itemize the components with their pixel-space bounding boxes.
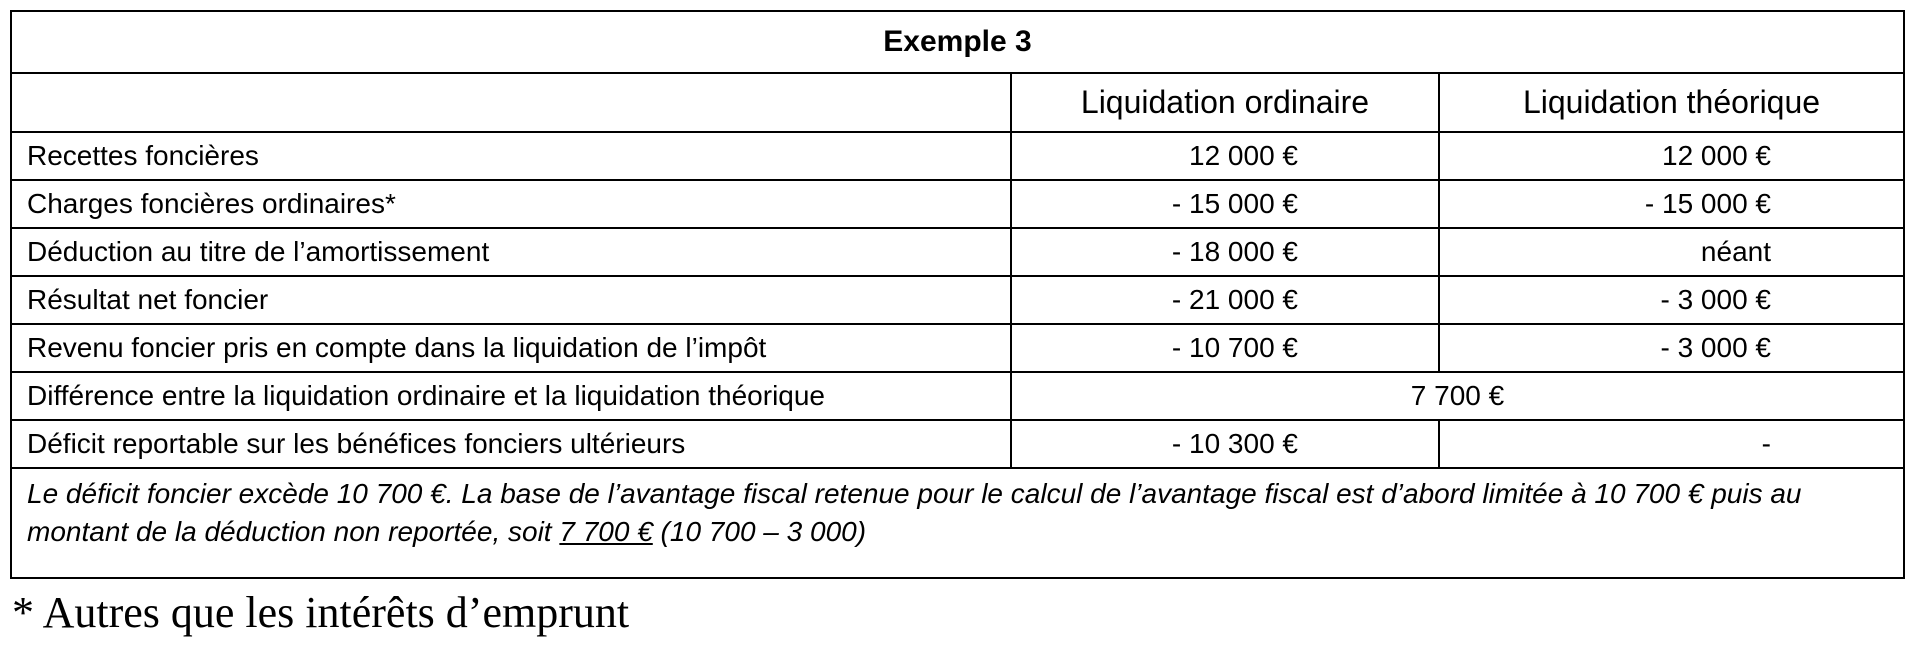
deficit-label: Déficit reportable sur les bénéfices fonciers ultérieurs: [11, 420, 1011, 468]
theoretical-column-header: Liquidation théorique: [1439, 73, 1904, 132]
note-row: [11, 468, 1904, 578]
theoretical-value: - 15 000 €: [1439, 180, 1904, 228]
title-row: [11, 11, 1904, 73]
difference-row: [11, 372, 1904, 420]
theoretical-value: - 3 000 €: [1439, 276, 1904, 324]
example-table: [10, 10, 1905, 579]
theoretical-value: 12 000 €: [1439, 132, 1904, 180]
table-row: [11, 132, 1904, 180]
note-text-before: Le déficit foncier excède 10 700 €. La base de l’avantage fiscal retenue pour le calcul de l’avantage fiscal est d’abord limitée à 10 700 € puis au montant de la déduction non reportée, soit: [27, 478, 1802, 547]
footnote: * Autres que les intérêts d’emprunt: [12, 588, 630, 637]
ordinary-value: - 21 000 €: [1011, 276, 1439, 324]
table-row: [11, 180, 1904, 228]
difference-value: 7 700 €: [1011, 372, 1904, 420]
ordinary-value: - 10 700 €: [1011, 324, 1439, 372]
row-label: Charges foncières ordinaires*: [11, 180, 1011, 228]
deficit-theoretical-value: -: [1439, 420, 1904, 468]
ordinary-value: 12 000 €: [1011, 132, 1439, 180]
note-text-after: (10 700 – 3 000): [652, 516, 867, 547]
table-row: [11, 324, 1904, 372]
ordinary-column-header: Liquidation ordinaire: [1011, 73, 1439, 132]
table-title: Exemple 3: [11, 11, 1904, 73]
difference-label: Différence entre la liquidation ordinaire et la liquidation théorique: [11, 372, 1011, 420]
note-underlined-amount: 7 700 €: [559, 516, 653, 547]
label-column-header: [11, 73, 1011, 132]
theoretical-value: - 3 000 €: [1439, 324, 1904, 372]
deficit-ordinary-value: - 10 300 €: [1011, 420, 1439, 468]
row-label: Déduction au titre de l’amortissement: [11, 228, 1011, 276]
table-row: [11, 276, 1904, 324]
explanatory-note: [11, 468, 1904, 578]
theoretical-value: néant: [1439, 228, 1904, 276]
row-label: Résultat net foncier: [11, 276, 1011, 324]
ordinary-value: - 18 000 €: [1011, 228, 1439, 276]
header-row: [11, 73, 1904, 132]
row-label: Revenu foncier pris en compte dans la liquidation de l’impôt: [11, 324, 1011, 372]
table-row: [11, 228, 1904, 276]
ordinary-value: - 15 000 €: [1011, 180, 1439, 228]
deficit-row: [11, 420, 1904, 468]
row-label: Recettes foncières: [11, 132, 1011, 180]
